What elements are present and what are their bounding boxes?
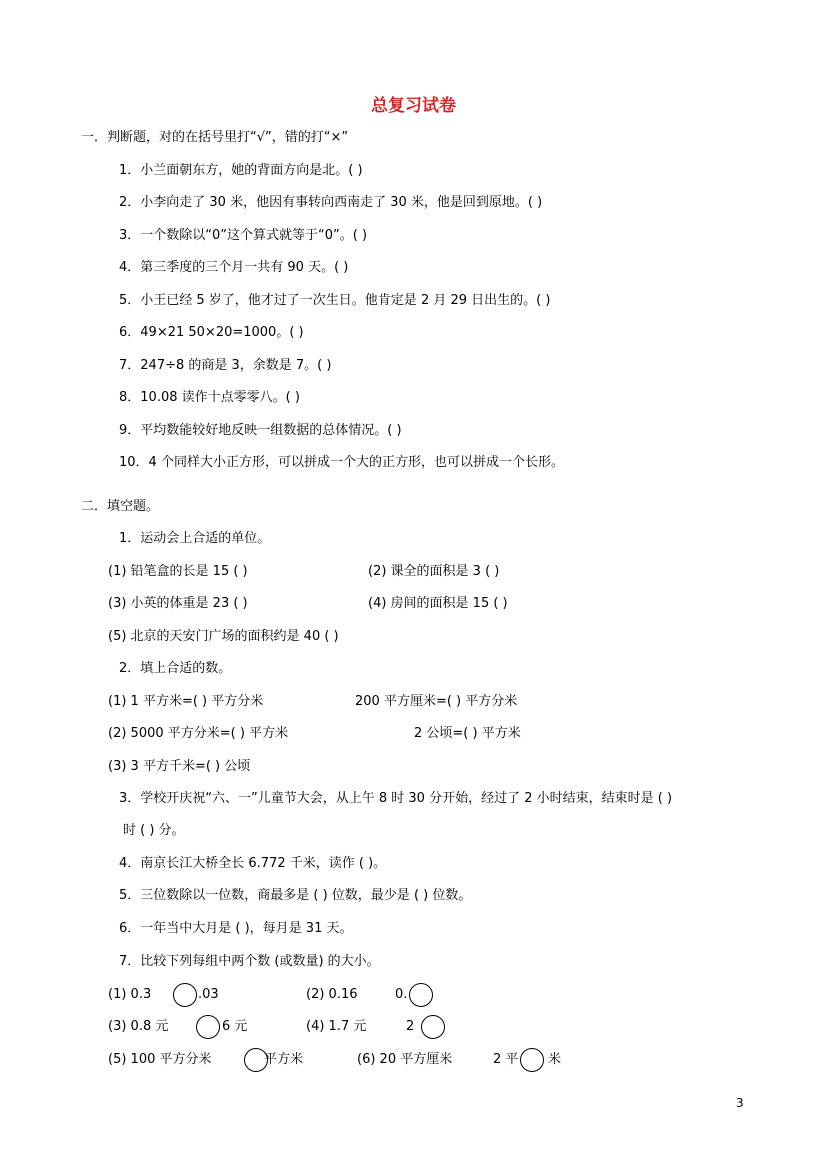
compare-3-right: 6 元 (222, 1019, 248, 1034)
fill-q1-part2: (2) 课全的面积是 3 ( ) (368, 564, 500, 579)
fill-q1-part5: (5) 北京的天安门广场的面积约是 40 ( ) (108, 629, 339, 644)
fill-q2-part2: 200 平方厘米=( ) 平方分米 (355, 694, 518, 709)
fill-q2-part3: (2) 5000 平方分米=( ) 平方米 (108, 726, 289, 741)
true-false-item-7: 7．247÷8 的商是 3，余数是 7。( ) (119, 358, 332, 373)
compare-6-circle[interactable] (520, 1048, 544, 1072)
true-false-item-4: 4．第三季度的三个月一共有 90 天。( ) (119, 260, 349, 275)
fill-q1-part1: (1) 铅笔盒的长是 15 ( ) (108, 564, 248, 579)
fill-q1-part4: (4) 房间的面积是 15 ( ) (368, 596, 508, 611)
fill-q2-part4: 2 公顷=( ) 平方米 (414, 726, 521, 741)
true-false-item-6: 6．49×21 50×20=1000。( ) (119, 325, 304, 340)
page-number: 3 (736, 1096, 744, 1110)
fill-q2-part1: (1) 1 平方米=( ) 平方分米 (108, 694, 264, 709)
true-false-item-8: 8．10.08 读作十点零零八。( ) (119, 390, 300, 405)
true-false-item-3: 3．一个数除以“0”这个算式就等于“0”。( ) (119, 228, 368, 243)
exam-title: 总复习试卷 (371, 96, 456, 116)
compare-1-circle[interactable] (173, 983, 197, 1007)
compare-4-circle[interactable] (421, 1015, 445, 1039)
compare-3-circle[interactable] (196, 1015, 220, 1039)
section2-heading: 二．填空题。 (81, 499, 160, 514)
true-false-item-1: 1．小兰面朝东方，她的背面方向是北。( ) (119, 163, 363, 178)
compare-2-circle[interactable] (409, 983, 433, 1007)
fill-q1-stem: 1．运动会上合适的单位。 (119, 531, 271, 546)
fill-q2-stem: 2．填上合适的数。 (119, 661, 232, 676)
true-false-item-2: 2．小李向走了 30 米，他因有事转向西南走了 30 米，他是回到原地。( ) (119, 195, 543, 210)
fill-q4: 4．南京长江大桥全长 6.772 千米，读作 ( )。 (119, 856, 387, 871)
compare-5-right: 平方米 (264, 1052, 304, 1067)
fill-q3-line1: 3．学校开庆祝“六、一”儿童节大会，从上午 8 时 30 分开始，经过了 2 小时结束，结束时是 ( ) (119, 791, 673, 806)
true-false-item-10: 10．4 个同样大小正方形，可以拼成一个大的正方形，也可以拼成一个长形。 (119, 455, 564, 470)
compare-2-left: (2) 0.16 (306, 987, 358, 1002)
true-false-item-9: 9．平均数能较好地反映一组数据的总体情况。( ) (119, 423, 402, 438)
fill-q5: 5．三位数除以一位数，商最多是 ( ) 位数，最少是 ( ) 位数。 (119, 888, 472, 903)
fill-q3-line2: 时 ( ) 分。 (123, 823, 185, 838)
fill-q2-part5: (3) 3 平方千米=( ) 公顷 (108, 759, 251, 774)
true-false-item-5: 5．小王已经 5 岁了，他才过了一次生日。他肯定是 2 月 29 日出生的。( ) (119, 293, 551, 308)
compare-4-left: (4) 1.7 元 (306, 1019, 367, 1034)
compare-5-left: (5) 100 平方分米 (108, 1052, 212, 1067)
compare-1-right: .03 (198, 987, 219, 1002)
compare-6-mid: 2 平 (493, 1052, 519, 1067)
compare-2-right: 0. (395, 987, 408, 1002)
compare-6-right: 米 (548, 1052, 562, 1067)
compare-4-right: 2 (406, 1019, 415, 1034)
section1-heading: 一．判断题，对的在括号里打“√”，错的打“×” (81, 130, 349, 145)
compare-3-left: (3) 0.8 元 (108, 1019, 169, 1034)
compare-1-left: (1) 0.3 (108, 987, 152, 1002)
fill-q7-stem: 7．比较下列每组中两个数 (或数量) 的大小。 (119, 954, 380, 969)
fill-q6: 6．一年当中大月是 ( )，每月是 31 天。 (119, 921, 353, 936)
fill-q1-part3: (3) 小英的体重是 23 ( ) (108, 596, 248, 611)
compare-6-left: (6) 20 平方厘米 (357, 1052, 453, 1067)
